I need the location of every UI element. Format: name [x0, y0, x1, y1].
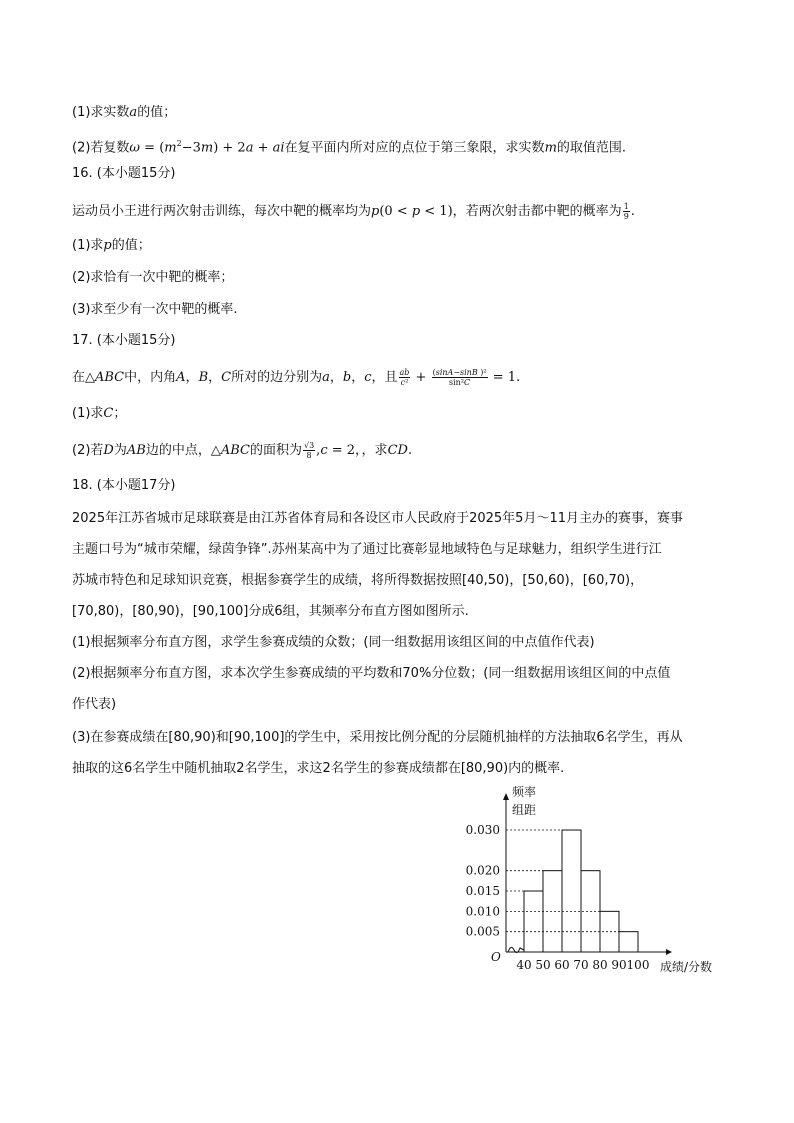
- q15-part1: (1)求实数a的值；: [72, 105, 177, 120]
- q18-line6: (2)根据频率分布直方图，求本次学生参赛成绩的平均数和70%分位数；(同一组数据用该组区间的中点值: [72, 666, 671, 681]
- y-tick-label: 0.005: [465, 924, 500, 939]
- origin-label: O: [491, 950, 501, 964]
- q16-header: 16. (本小题15分): [72, 166, 176, 181]
- q18-line7: 作代表): [72, 697, 117, 712]
- q18-line5: (1)根据频率分布直方图，求学生参赛成绩的众数；(同一组数据用该组区间的中点值作代表): [72, 635, 595, 650]
- x-tick-label: 100: [626, 958, 650, 972]
- q15-part2: (2)若复数$\omega = (m^2-3m) + 2a$ + ai在复平面内所对应的点位于第三象限，求实数m的取值范围.: [72, 139, 627, 156]
- q18-header: 18. (本小题17分): [72, 478, 176, 493]
- histogram-bar: [619, 932, 638, 952]
- q18-line4: [70,80)，[80,90)，[90,100]分成6组，其频率分布直方图如图所示.: [72, 604, 469, 619]
- x-tick-label: 70: [573, 958, 589, 972]
- q17-stem: 在△ABC中，内角A，B，C所对的边分别为a，b，c，且 $\frac{ab}{\text{c²}}$ + $\frac{\text{(sinA−sinB )²}}{\text{sin²C}}$ = 1.: [72, 368, 521, 387]
- q18-line2: 主题口号为“城市荣耀，绿茵争锋”.苏州某高中为了通过比赛彰显地域特色与足球魅力，组织学生进行江: [72, 542, 662, 557]
- y-tick-label: 0.030: [465, 823, 500, 838]
- histogram-bar: [562, 830, 581, 952]
- q18-line8: (3)在参赛成绩在[80,90)和[90,100]的学生中，采用按比例分配的分层随机抽样的方法抽取6名学生，再从: [72, 730, 683, 745]
- x-axis-arrow: [666, 949, 672, 955]
- x-tick-label: 90: [611, 958, 627, 972]
- y-axis-arrow: [503, 793, 509, 800]
- x-tick-label: 80: [592, 958, 608, 972]
- y-axis-label-bottom: 组距: [512, 803, 537, 817]
- q18-line3: 苏城市特色和足球知识竞赛，根据参赛学生的成绩，将所得数据按照[40,50)，[50,60)，[60,70)，: [72, 573, 644, 588]
- y-tick-label: 0.015: [465, 884, 500, 899]
- x-tick-label: 50: [535, 958, 551, 972]
- x-tick-label: 60: [554, 958, 570, 972]
- q17-header: 17. (本小题15分): [72, 333, 176, 348]
- q18-line9: 抽取的这6名学生中随机抽取2名学生，求这2名学生的参赛成绩都在[80,90)内的概率.: [72, 761, 565, 776]
- q16-part3: (3)求至少有一次中靶的概率.: [72, 302, 238, 317]
- x-tick-label: 40: [516, 958, 532, 972]
- y-tick-label: 0.010: [465, 904, 500, 919]
- q17-part1: (1)求C；: [72, 406, 127, 421]
- q16-part2: (2)求恰有一次中靶的概率；: [72, 270, 234, 285]
- y-axis-label-top: 频率: [512, 785, 537, 799]
- histogram-bar: [524, 891, 543, 952]
- q18-line1: 2025年江苏省城市足球联赛是由江苏省体育局和各设区市人民政府于2025年5月～11月主办的赛事，赛事: [72, 511, 683, 526]
- y-tick-label: 0.020: [465, 863, 500, 878]
- x-axis-label: 成绩/分数: [660, 960, 713, 974]
- q17-part2: (2)若D为AB边的中点，△ABC的面积为 $\frac{√3}{8}$ ,c = 2，，求CD.: [72, 441, 413, 460]
- q16-stem: 运动员小王进行两次射击训练，每次中靶的概率均为p(0 < p < 1)，若两次射击都中靶的概率为 $\frac{1}{9}$ .: [72, 202, 635, 221]
- q16-part1: (1)求p的值；: [72, 238, 151, 253]
